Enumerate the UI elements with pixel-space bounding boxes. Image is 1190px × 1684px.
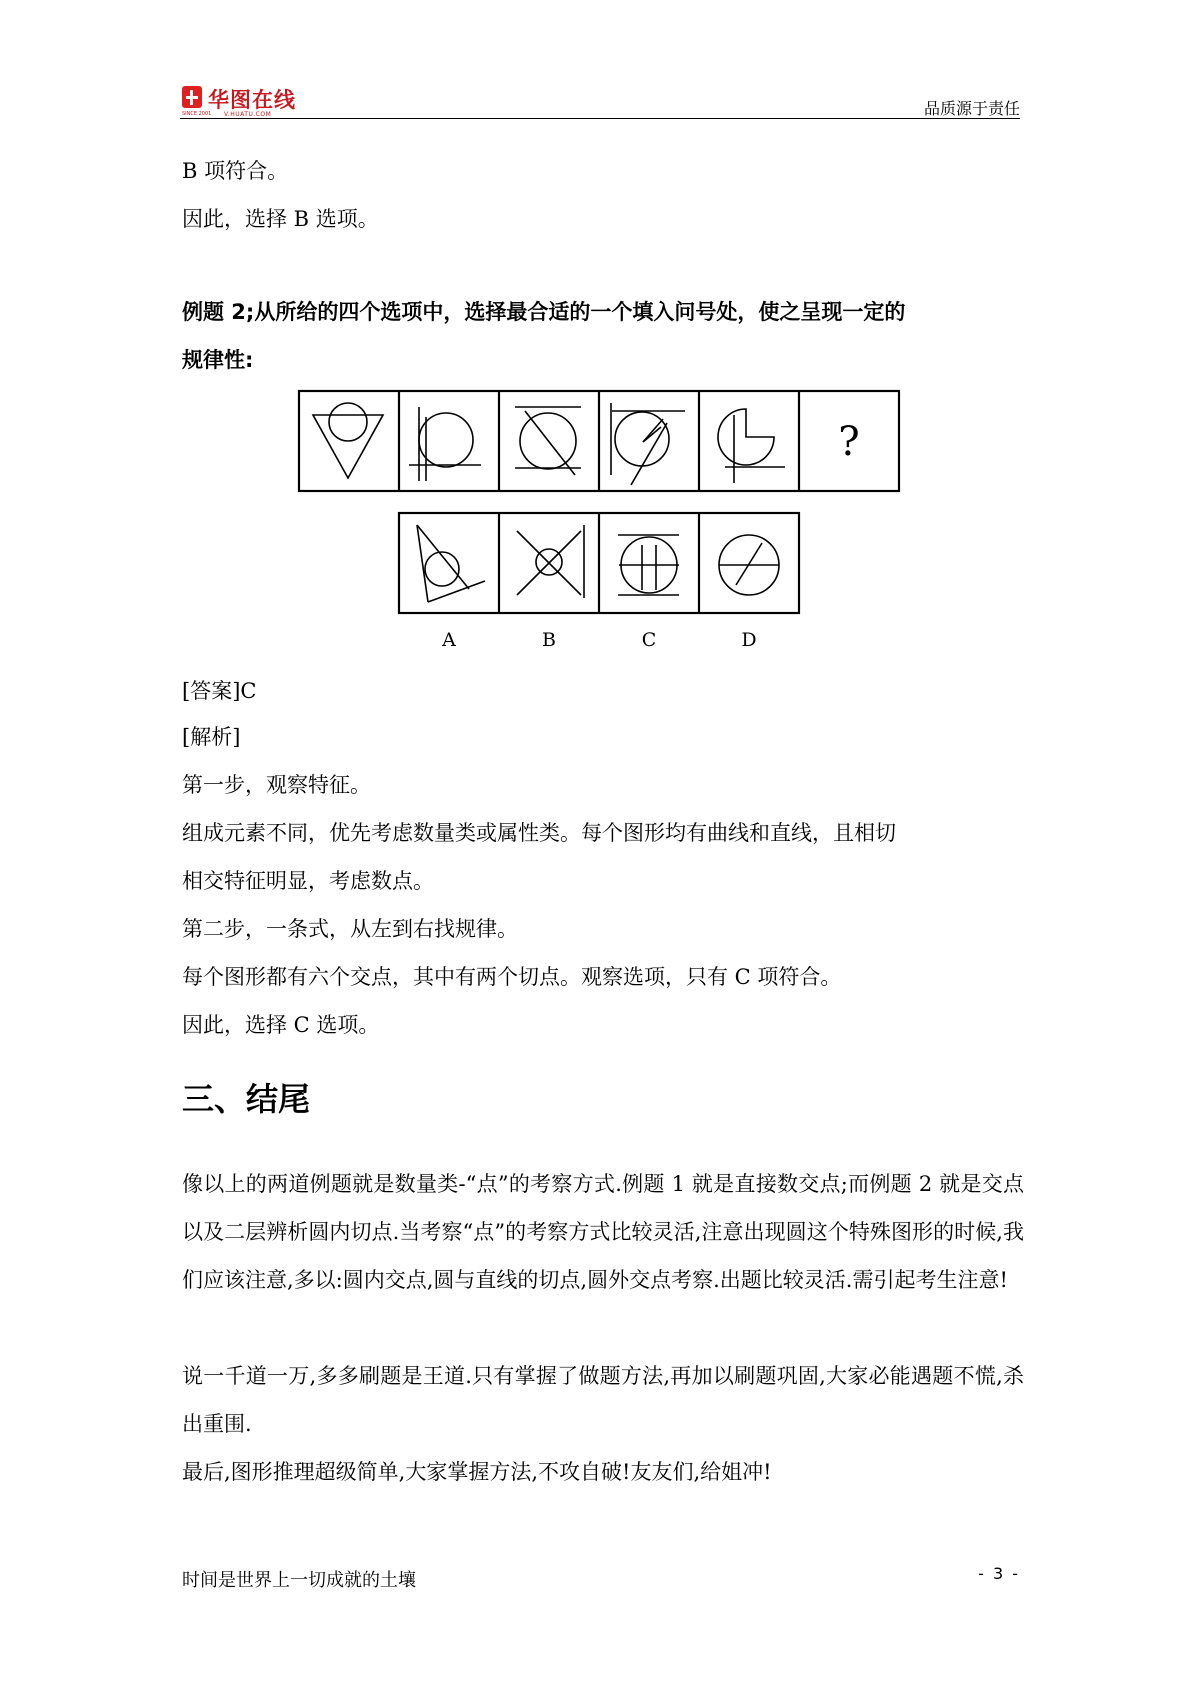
option-figure-c	[618, 535, 679, 595]
header-divider	[180, 118, 1020, 119]
analysis-text: 组成元素不同，优先考虑数量类或属性类。每个图形均有曲线和直线，且相切	[182, 821, 896, 845]
text-line: 因此，选择 B 选项。	[182, 207, 379, 231]
header-slogan: 品质源于责任	[923, 99, 1020, 118]
logo-name: 华图在线	[208, 88, 296, 112]
huatu-logo	[182, 84, 322, 120]
sequence-figure-3	[515, 407, 581, 475]
figure-reasoning-puzzle	[285, 385, 910, 660]
option-figure-d	[719, 535, 779, 595]
ending-paragraph: 说一千道一万,多多刷题是王道.只有掌握了做题方法,再加以刷题巩固,大家必能遇题不慌,杀出重围.	[182, 1364, 1024, 1436]
analysis-step: 第二步，一条式，从左到右找规律。	[182, 917, 518, 941]
sequence-figure-4	[611, 403, 685, 485]
option-label-b: B	[542, 629, 556, 651]
analysis-text: 每个图形都有六个交点，其中有两个切点。观察选项，只有 C 项符合。	[182, 965, 842, 989]
sequence-figure-1	[313, 403, 383, 478]
sequence-figure-5	[718, 409, 785, 483]
ending-paragraph: 像以上的两道例题就是数量类-“点”的考察方式.例题 1 就是直接数交点;而例题 2 就是交点以及二层辨析圆内切点.当考察“点”的考察方式比较灵活,注意出现圆这个特殊图形的时候,我们应该注意,多以:圆内交点,圆与直线的切点,圆外交点考察.出题比较灵活.需引起考生注意!	[182, 1172, 1024, 1292]
option-figure-b	[517, 525, 584, 598]
huatu-logo-icon	[182, 86, 202, 108]
option-figure-a	[417, 525, 485, 602]
example-title: 例题 2;从所给的四个选项中，选择最合适的一个填入问号处，使之呈现一定的	[182, 300, 906, 324]
footer-motto: 时间是世界上一切成就的土壤	[182, 1570, 416, 1591]
analysis-label: [解析]	[182, 725, 241, 749]
analysis-text: 相交特征明显，考虑数点。	[182, 869, 434, 893]
example-title-continued: 规律性:	[182, 348, 254, 372]
option-label-c: C	[641, 629, 657, 651]
text-line: B 项符合。	[182, 159, 289, 183]
analysis-step: 第一步，观察特征。	[182, 773, 371, 797]
option-label-a: A	[442, 629, 456, 651]
logo-url: V.HUATU.COM	[224, 111, 272, 118]
answer-text: [答案]C	[182, 679, 257, 703]
option-label-d: D	[741, 629, 757, 651]
ending-paragraph: 最后,图形推理超级简单,大家掌握方法,不攻自破!友友们,给姐冲!	[182, 1460, 772, 1484]
analysis-conclusion: 因此，选择 C 选项。	[182, 1013, 380, 1037]
sequence-figure-2	[409, 407, 481, 481]
page-number: - 3 -	[978, 1564, 1020, 1583]
section-heading: 三、结尾	[182, 1080, 311, 1118]
logo-since: SINCE 2001	[182, 111, 212, 117]
question-mark: ?	[838, 419, 860, 465]
